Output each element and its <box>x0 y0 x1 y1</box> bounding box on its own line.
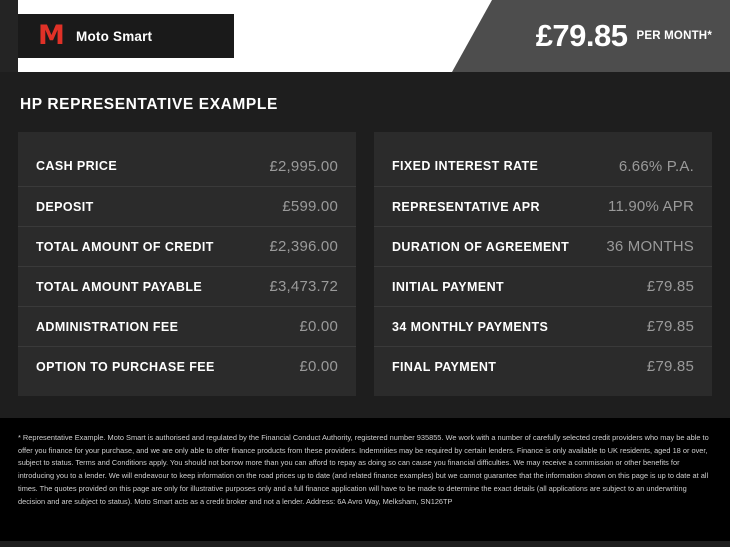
row-label: DURATION OF AGREEMENT <box>392 239 570 254</box>
row-value: £599.00 <box>282 198 338 215</box>
header-left-accent <box>0 0 18 72</box>
row-label: REPRESENTATIVE APR <box>392 199 540 214</box>
table-row <box>18 306 356 346</box>
table-row <box>374 266 712 306</box>
disclaimer-section <box>0 418 730 541</box>
monthly-price-amount: £79.85 <box>535 18 628 53</box>
row-label: TOTAL AMOUNT PAYABLE <box>36 279 203 294</box>
table-row <box>18 266 356 306</box>
row-value: £0.00 <box>299 358 338 375</box>
row-value: £79.85 <box>646 318 694 335</box>
row-value: £2,995.00 <box>269 157 338 175</box>
moto-smart-m-icon: M <box>38 20 63 51</box>
table-row <box>374 346 712 386</box>
table-row <box>18 146 356 186</box>
brand-logo[interactable] <box>18 14 234 58</box>
table-row <box>374 146 712 186</box>
row-value: 11.90% APR <box>608 198 694 215</box>
table-row <box>374 186 712 226</box>
row-label: FINAL PAYMENT <box>392 359 497 374</box>
row-value: £79.85 <box>646 358 694 375</box>
row-label: 34 MONTHLY PAYMENTS <box>392 319 549 334</box>
table-row <box>18 346 356 386</box>
page-title <box>0 72 730 132</box>
row-value: £3,473.72 <box>269 278 338 295</box>
finance-tables <box>0 132 730 396</box>
row-value: 6.66% P.A. <box>618 157 694 175</box>
row-value: 36 MONTHS <box>606 238 694 255</box>
page-title-text: HP REPRESENTATIVE EXAMPLE <box>20 96 278 113</box>
row-label: FIXED INTEREST RATE <box>392 159 539 173</box>
monthly-price-panel <box>492 0 730 72</box>
row-label: ADMINISTRATION FEE <box>36 319 179 334</box>
row-label: TOTAL AMOUNT OF CREDIT <box>36 239 214 254</box>
brand-name: Moto Smart <box>76 28 153 44</box>
right-finance-table <box>374 132 712 396</box>
row-label: INITIAL PAYMENT <box>392 279 505 294</box>
disclaimer-text: * Representative Example. Moto Smart is authorised and regulated by the Financial Conduct Authority, registered number 935855. We work with a number of carefully selected credit providers who may be able to offer you finance for your purchase, and we are only able to offer finance products from these providers. Indemnities may be required by certain lenders. Finance is only available to UK residents, aged 18 or over, subject to status. Terms and Conditions apply. You should not borrow more than you can afford to repay as doing so can cause you financial difficulties. We may receive a commission or other benefits for introducing you to a lender. We will endeavour to keep information on the road prices up to date (and related finance examples) but we cannot guarantee that the information shown on this page is up to date at all times. The quotes provided on this page are only for illustrative purposes only and a full finance application will have to be made to determine the exact details (all applications are subject to an underwriting decision and are subject to status). Moto Smart acts as a credit broker and not a lender. Address: 6A Avro Way, Melksham, SN126TP <box>18 433 709 506</box>
row-value: £0.00 <box>299 318 338 335</box>
row-value: £2,396.00 <box>269 238 338 255</box>
table-row <box>18 226 356 266</box>
row-label: DEPOSIT <box>36 199 94 214</box>
table-row <box>374 306 712 346</box>
monthly-price-suffix: PER MONTH* <box>636 30 712 42</box>
left-finance-table <box>18 132 356 396</box>
table-row <box>374 226 712 266</box>
row-label: OPTION TO PURCHASE FEE <box>36 359 215 374</box>
row-label: CASH PRICE <box>36 159 118 173</box>
row-value: £79.85 <box>646 278 694 295</box>
page-header <box>0 0 730 72</box>
table-row <box>18 186 356 226</box>
